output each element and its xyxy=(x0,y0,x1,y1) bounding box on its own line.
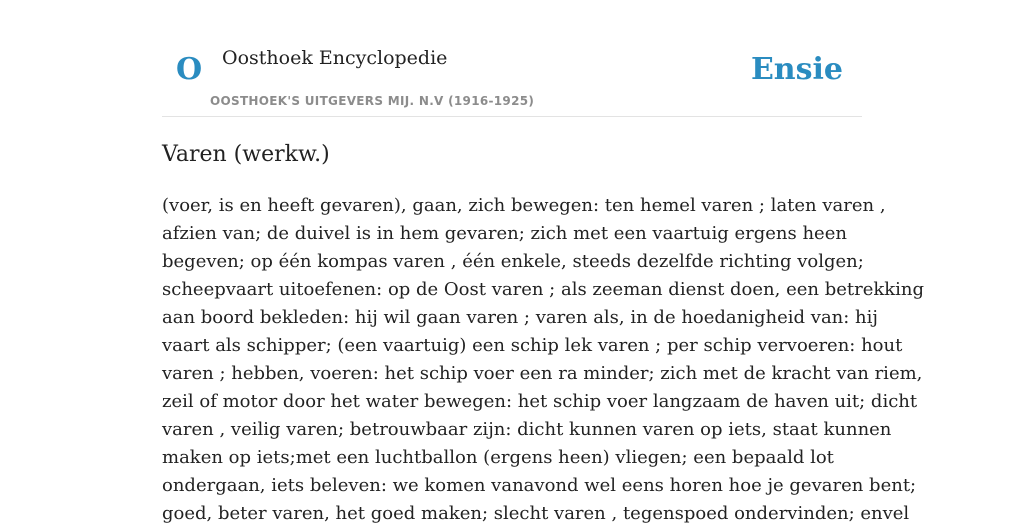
entry-body-line: (voer, is en heeft gevaren), gaan, zich bewegen: ten hemel varen ; laten varen , xyxy=(162,195,886,216)
entry-body-line: afzien van; de duivel is in hem gevaren; zich met een vaartuig ergens heen xyxy=(162,223,847,244)
entry-body xyxy=(162,192,925,528)
source-logo-letter: O xyxy=(176,52,203,87)
entry-body-line: scheepvaart uitoefenen: op de Oost varen ; als zeeman dienst doen, een betrekking xyxy=(162,279,925,300)
entry-body-line: goed, beter varen, het goed maken; slecht varen , tegenspoed ondervinden; envel xyxy=(162,503,910,524)
entry-body-line: zeil of motor door het water bewegen: het schip voer langzaam de haven uit; dicht xyxy=(162,391,918,412)
entry-body-line: aan boord bekleden: hij wil gaan varen ; varen als, in de hoedanigheid van: hij xyxy=(162,307,878,328)
entry-title: Varen (werkw.) xyxy=(162,142,330,167)
entry-body-line: varen , veilig varen; betrouwbaar zijn: dicht kunnen varen op iets, staat kunnen xyxy=(162,419,892,440)
entry-body-line: vaart als schipper; (een vaartuig) een schip lek varen ; per schip vervoeren: hout xyxy=(162,335,903,356)
entry-body-line: maken op iets;met een luchtballon (ergens heen) vliegen; een bepaald lot xyxy=(162,447,834,468)
entry-body-line: begeven; op één kompas varen , één enkele, steeds dezelfde richting volgen; xyxy=(162,251,864,272)
site-header xyxy=(162,0,862,117)
entry-body-line: ondergaan, iets beleven: we komen vanavond wel eens horen hoe je gevaren bent; xyxy=(162,475,917,496)
brand-logo-link[interactable]: Ensie xyxy=(750,52,843,87)
entry-body-line: varen ; hebben, voeren: het schip voer een ra minder; zich met de kracht van riem, xyxy=(162,363,923,384)
source-title[interactable]: Oosthoek Encyclopedie xyxy=(222,47,448,69)
source-subtitle: OOSTHOEK'S UITGEVERS MIJ. N.V (1916-1925) xyxy=(210,94,535,108)
